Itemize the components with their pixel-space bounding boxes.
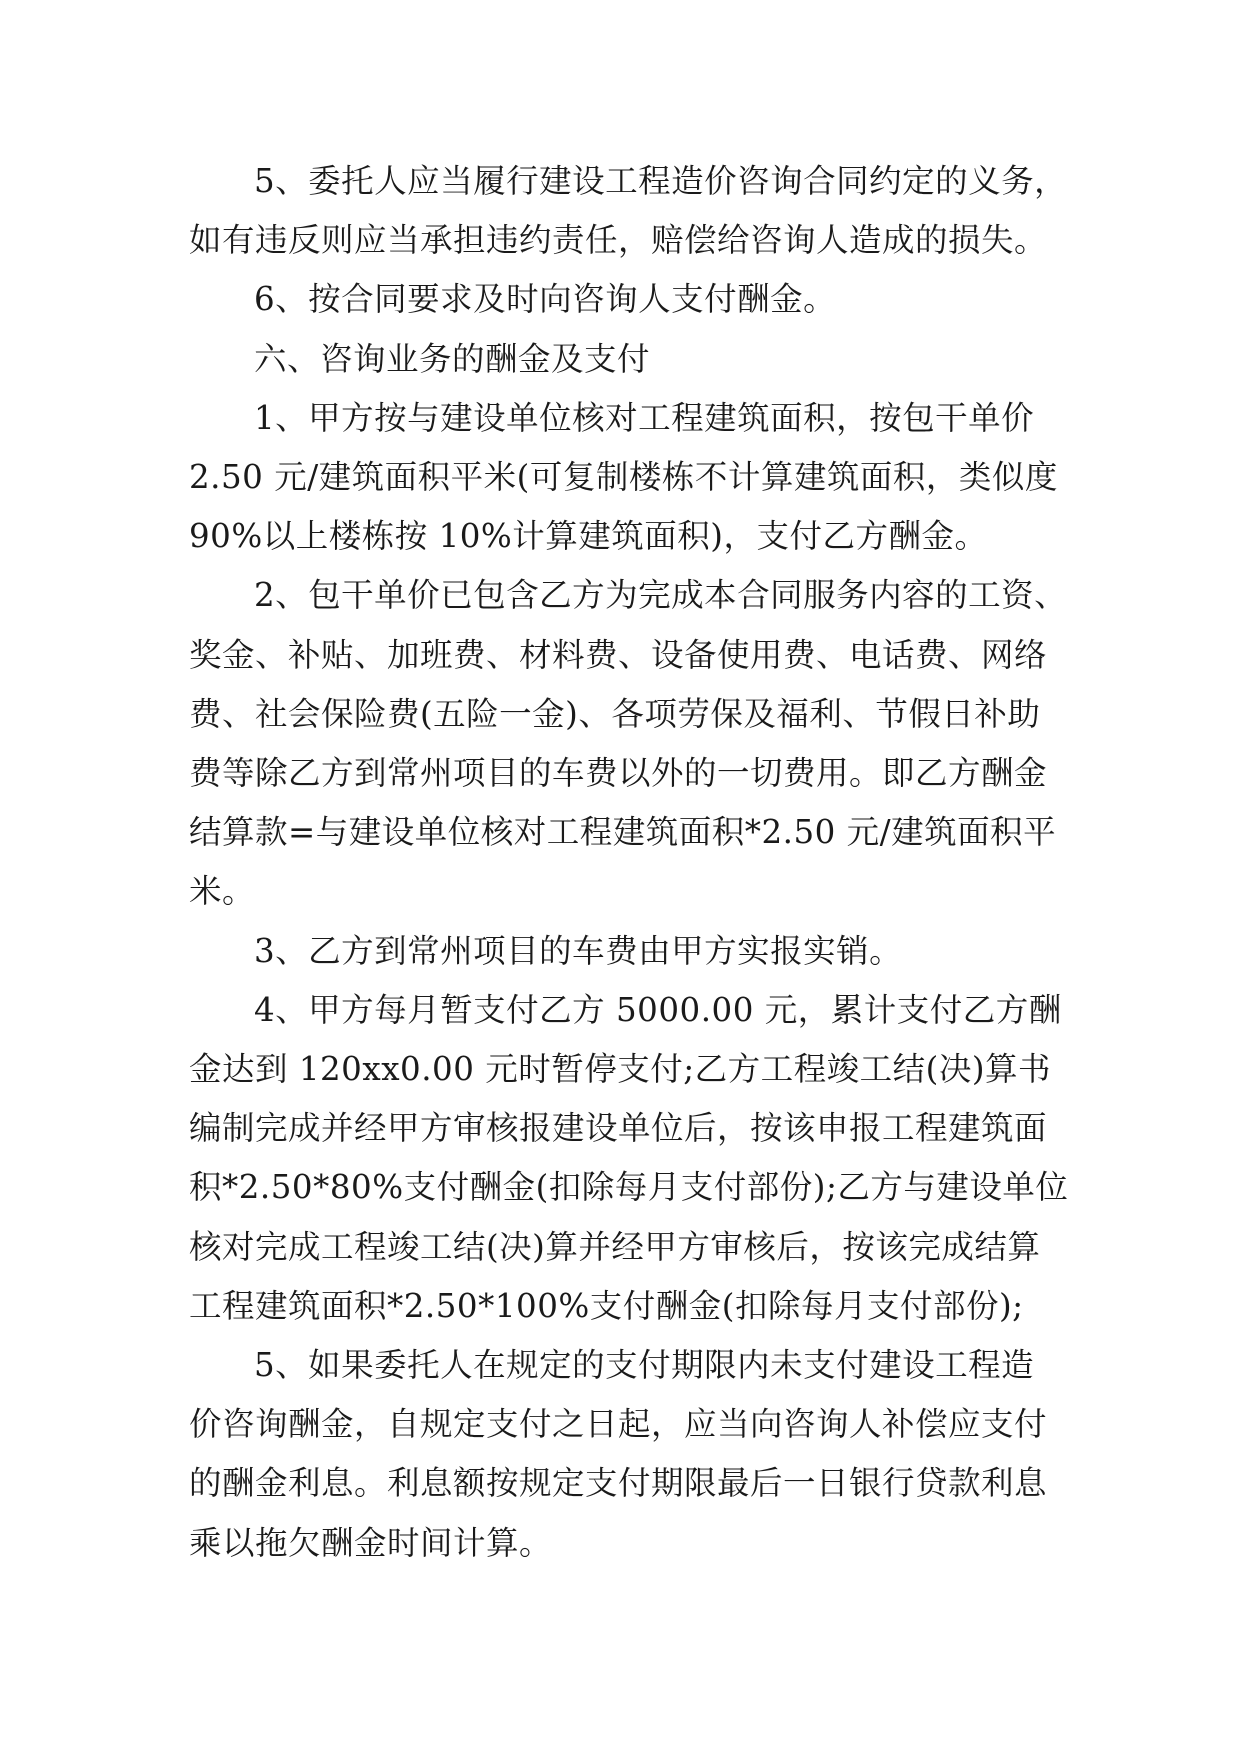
text-line: 1、甲方按与建设单位核对工程建筑面积，按包干单价: [254, 398, 1035, 437]
document-body: [189, 152, 1069, 1573]
text-line: 积*2.50*80%支付酬金(扣除每月支付部份);乙方与建设单位: [189, 1168, 1069, 1207]
text-line: 结算款=与建设单位核对工程建筑面积*2.50 元/建筑面积平: [189, 813, 1057, 852]
text-line: 5、委托人应当履行建设工程造价咨询合同约定的义务，: [254, 162, 1068, 200]
text-line: 4、甲方每月暂支付乙方 5000.00 元，累计支付乙方酬: [254, 990, 1062, 1029]
text-line: 的酬金利息。利息额按规定支付期限最后一日银行贷款利息: [189, 1464, 1048, 1503]
text-line: 金达到 120xx0.00 元时暂停支付;乙方工程竣工结(决)算书: [189, 1050, 1052, 1089]
text-line: 2、包干单价已包含乙方为完成本合同服务内容的工资、: [254, 576, 1068, 615]
section-heading-remuneration: [189, 330, 1069, 389]
text-line: 核对完成工程竣工结(决)算并经甲方审核后，按该完成结算: [189, 1227, 1041, 1266]
paragraph-client-obligation-6: [189, 270, 1069, 329]
text-line: 费、社会保险费(五险一金)、各项劳保及福利、节假日补助: [189, 694, 1041, 733]
text-line: 6、按合同要求及时向咨询人支付酬金。: [254, 280, 837, 319]
text-line: 2.50 元/建筑面积平米(可复制楼栋不计算建筑面积，类似度: [189, 458, 1058, 497]
text-line: 奖金、补贴、加班费、材料费、设备使用费、电话费、网络: [189, 635, 1048, 674]
text-line: 工程建筑面积*2.50*100%支付酬金(扣除每月支付部份);: [189, 1286, 1024, 1325]
text-line: 乘以拖欠酬金时间计算。: [189, 1523, 553, 1562]
text-line: 编制完成并经甲方审核报建设单位后，按该申报工程建筑面: [189, 1109, 1048, 1148]
text-line: 90%以上楼栋按 10%计算建筑面积)，支付乙方酬金。: [189, 517, 988, 556]
paragraph-remuneration-2: [189, 566, 1069, 921]
paragraph-remuneration-1: [189, 389, 1069, 567]
paragraph-remuneration-5: [189, 1336, 1069, 1573]
paragraph-remuneration-3: [189, 922, 1069, 981]
text-line: 如有违反则应当承担违约责任，赔偿给咨询人造成的损失。: [189, 221, 1048, 260]
text-line: 价咨询酬金，自规定支付之日起，应当向咨询人补偿应支付: [189, 1405, 1048, 1444]
text-line: 3、乙方到常州项目的车费由甲方实报实销。: [254, 931, 903, 970]
text-line: 米。: [189, 872, 256, 911]
text-line: 5、如果委托人在规定的支付期限内未支付建设工程造: [254, 1346, 1035, 1385]
text-line: 费等除乙方到常州项目的车费以外的一切费用。即乙方酬金: [189, 754, 1048, 793]
text-line: 六、咨询业务的酬金及支付: [254, 339, 651, 378]
paragraph-client-obligation-5: [189, 152, 1069, 270]
paragraph-remuneration-4: [189, 981, 1069, 1336]
